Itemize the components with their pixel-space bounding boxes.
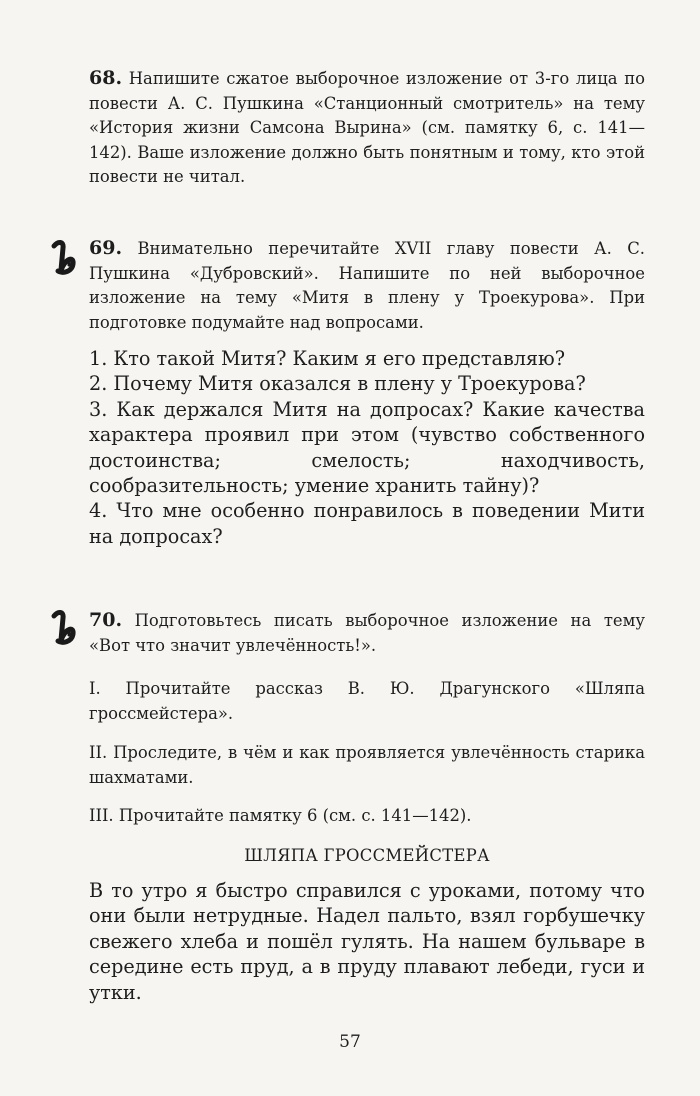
task-number: 68. (89, 67, 123, 89)
question-1: 1. Кто такой Митя? Каким я его представляю? (89, 347, 566, 370)
page-number: 57 (339, 1032, 361, 1052)
task-number: 70. (89, 609, 123, 631)
letter-v-marker-icon (48, 238, 78, 278)
question-4: 4. Что мне особенно понравилось в поведении Мити на допросах? (89, 499, 645, 548)
task-text: Подготовьтесь писать выборочное изложение на тему «Вот что значит увлечённость!». (89, 611, 645, 655)
story-title: ШЛЯПА ГРОССМЕЙСТЕРА (244, 846, 490, 865)
question-2: 2. Почему Митя оказался в плену у Троекурова? (89, 372, 586, 396)
task-text: Внимательно перечитайте XVII главу повести А. С. Пушкина «Дубровский». Напишите по ней выборочное изложение на тему «Митя в плену у Троекурова». При подготовке подумайте над вопросами. (89, 239, 645, 332)
story-text-block (89, 878, 645, 1005)
task-69-questions (89, 346, 645, 549)
letter-v-marker-icon (48, 608, 78, 648)
task-text: Напишите сжатое выборочное изложение от 3-го лица по повести А. С. Пушкина «Станционный смотритель» на тему «История жизни Самсона Вырина» (см. памятку 6, с. 141—142). Ваше изложение должно быть понятным и тому, кто этой повести не читал. (89, 69, 645, 186)
task-70-step-1: I. Прочитайте рассказ В. Ю. Драгунского «Шляпа гроссмейстера». (89, 679, 645, 723)
task-number: 69. (89, 237, 123, 259)
task-69 (89, 236, 645, 335)
story-text: В то утро я быстро справился с уроками, потому что они были нетрудные. Надел пальто, взял горбушечку свежего хлеба и пошёл гулять. На нашем бульваре в середине есть пруд, а в пруду плавают лебеди, гуси и утки. (89, 879, 645, 1004)
question-3: 3. Как держался Митя на допросах? Какие качества характера проявил при этом (чувство собственного достоинства; смелость; находчивость, сообразительность; умение хранить тайну)? (89, 397, 645, 498)
task-68 (89, 66, 645, 190)
task-70 (89, 608, 645, 658)
task-70-step-2: II. Проследите, в чём и как проявляется увлечённость старика шахматами. (89, 743, 645, 787)
task-70-step-3: III. Прочитайте памятку 6 (см. с. 141—142). (89, 806, 472, 825)
